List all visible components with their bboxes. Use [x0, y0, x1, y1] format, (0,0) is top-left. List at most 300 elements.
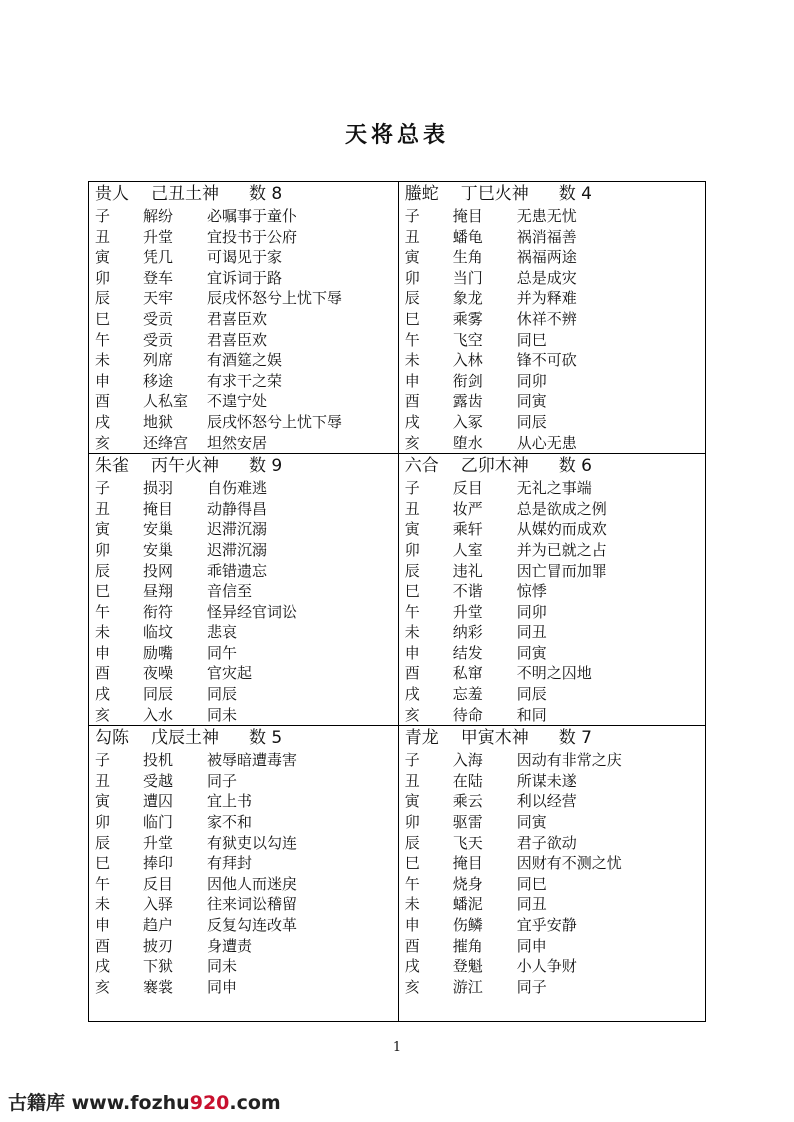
aspect: 飞空 [452, 330, 483, 349]
aspect: 入驿 [143, 895, 174, 914]
aspect: 地狱 [143, 412, 174, 431]
meaning: 同丑 [516, 895, 547, 914]
aspect: 私窜 [452, 664, 483, 683]
meaning: 必嘱事于童仆 [207, 207, 298, 225]
deity-element: 戊辰土神 [151, 728, 219, 749]
aspect: 掩目 [452, 207, 483, 225]
meaning: 身遭责 [207, 936, 253, 955]
meaning: 有酒筵之娱 [207, 351, 283, 370]
section-header [405, 726, 705, 750]
meaning: 利以经营 [516, 792, 577, 811]
list-item [95, 540, 398, 561]
list-item [95, 561, 398, 582]
list-item [95, 288, 398, 309]
branch: 午 [95, 330, 111, 349]
aspect: 临坟 [143, 623, 174, 642]
list-item [95, 602, 398, 623]
branch: 寅 [95, 792, 111, 811]
list-item [405, 350, 705, 371]
aspect: 飞天 [452, 833, 483, 852]
meaning: 有狱吏以勾连 [207, 833, 298, 852]
branch: 丑 [404, 227, 420, 246]
aspect: 升堂 [143, 833, 174, 852]
meaning: 同辰 [516, 412, 547, 431]
meaning: 怪异经官词讼 [207, 602, 298, 621]
branch: 申 [404, 371, 420, 390]
list-item [405, 206, 705, 227]
branch: 卯 [404, 268, 420, 287]
list-item [95, 519, 398, 540]
list-item [405, 433, 705, 454]
meaning: 同寅 [516, 643, 547, 662]
list-item [95, 663, 398, 684]
list-item [405, 391, 705, 412]
aspect: 衔剑 [452, 371, 483, 390]
page-number: 1 [392, 1040, 402, 1055]
meaning: 并为释难 [516, 289, 577, 308]
aspect: 披刃 [143, 936, 174, 955]
branch: 辰 [95, 561, 111, 580]
deity-table [88, 181, 706, 1022]
deity-name: 勾陈 [95, 728, 129, 749]
list-item [95, 499, 398, 520]
branch: 卯 [404, 813, 420, 832]
aspect: 入冢 [452, 412, 483, 431]
branch: 卯 [95, 813, 111, 832]
aspect: 掩目 [452, 854, 483, 873]
aspect: 夜噪 [143, 664, 174, 683]
aspect: 驱雷 [452, 813, 483, 832]
list-item [405, 833, 705, 854]
branch: 巳 [95, 309, 111, 328]
aspect: 登魁 [452, 957, 483, 976]
aspect: 不谐 [452, 582, 483, 601]
aspect: 遭囚 [143, 792, 174, 811]
branch: 戌 [404, 412, 420, 431]
list-item [95, 936, 398, 957]
aspect: 褰裳 [143, 977, 174, 996]
list-item [95, 812, 398, 833]
meaning: 同子 [207, 771, 238, 790]
list-item [95, 874, 398, 895]
aspect: 蟠泥 [452, 895, 483, 914]
deity-element: 甲寅木神 [460, 728, 529, 749]
meaning: 有拜封 [207, 854, 253, 873]
aspect: 人私室 [143, 392, 189, 411]
list-item [95, 350, 398, 371]
list-item [405, 936, 705, 957]
aspect: 反目 [143, 874, 174, 893]
meaning: 惊悸 [516, 582, 547, 601]
meaning: 同寅 [516, 392, 547, 411]
aspect: 乘云 [452, 792, 483, 811]
list-item [95, 247, 398, 268]
branch: 亥 [95, 433, 111, 452]
meaning: 同辰 [516, 685, 547, 704]
list-item [405, 499, 705, 520]
list-item [405, 412, 705, 433]
list-item [95, 309, 398, 330]
aspect: 伤鳞 [452, 916, 483, 934]
branch: 亥 [404, 705, 420, 724]
deity-name: 螣蛇 [404, 184, 439, 204]
branch: 寅 [95, 248, 111, 267]
branch: 巳 [404, 854, 420, 873]
list-item [95, 915, 398, 936]
section-header [405, 454, 705, 478]
deity-number: 数 9 [249, 456, 283, 477]
branch: 戌 [404, 685, 420, 704]
aspect: 临门 [143, 813, 174, 832]
aspect: 妆严 [452, 499, 483, 518]
branch: 戌 [95, 412, 111, 431]
meaning: 并为已就之占 [516, 540, 607, 559]
list-item [405, 227, 705, 248]
branch: 子 [95, 479, 111, 498]
list-item [405, 268, 705, 289]
meaning: 音信至 [207, 582, 253, 601]
deity-name: 朱雀 [95, 456, 129, 477]
meaning: 同卯 [516, 371, 547, 390]
list-item [95, 206, 398, 227]
deity-element: 己丑土神 [151, 184, 219, 204]
aspect: 同辰 [143, 685, 174, 704]
list-item [95, 705, 398, 726]
meaning: 辰戌怀怒兮上忧下辱 [207, 412, 343, 431]
branch: 酉 [404, 664, 420, 683]
branch: 申 [95, 643, 111, 662]
list-item [405, 581, 705, 602]
meaning: 迟滞沉溺 [207, 520, 268, 539]
branch: 辰 [95, 833, 111, 852]
meaning: 同辰 [207, 685, 238, 704]
meaning: 迟滞沉溺 [207, 540, 268, 559]
deity-number: 数 6 [558, 456, 593, 477]
aspect: 入海 [452, 751, 483, 770]
branch: 申 [95, 371, 111, 390]
aspect: 安巢 [143, 520, 174, 539]
list-item [405, 684, 705, 705]
deity-element: 乙卯木神 [460, 456, 529, 477]
list-item [405, 602, 705, 623]
list-item [405, 540, 705, 561]
branch: 亥 [95, 705, 111, 724]
section-1 [398, 182, 705, 454]
aspect: 还绛宫 [143, 433, 189, 452]
branch: 酉 [95, 392, 111, 411]
list-item [405, 977, 705, 998]
meaning: 因他人而迷戾 [207, 874, 298, 893]
list-item [95, 833, 398, 854]
meaning: 反复勾连改革 [207, 916, 298, 934]
aspect: 受越 [143, 771, 174, 790]
list-item [405, 309, 705, 330]
meaning: 小人争财 [516, 957, 577, 976]
meaning: 同子 [516, 977, 547, 996]
watermark-prefix: 古籍库 www.fozhu [8, 1092, 190, 1114]
branch: 未 [404, 895, 420, 914]
meaning: 同午 [207, 643, 238, 662]
meaning: 总是欲成之例 [516, 499, 607, 518]
page-title: 天将总表 [344, 122, 449, 148]
list-item [95, 956, 398, 977]
branch: 子 [404, 207, 420, 225]
branch: 子 [95, 207, 111, 225]
list-item [405, 791, 705, 812]
branch: 未 [95, 895, 111, 914]
list-item [405, 915, 705, 936]
branch: 丑 [95, 771, 111, 790]
meaning: 悲哀 [207, 623, 238, 642]
meaning: 祸消福善 [516, 227, 577, 246]
branch: 亥 [95, 977, 111, 996]
watermark-number: 920 [189, 1092, 230, 1114]
aspect: 象龙 [452, 289, 483, 308]
meaning: 宜投书于公府 [207, 227, 298, 246]
branch: 辰 [95, 289, 111, 308]
section-header [95, 182, 398, 206]
branch: 午 [404, 874, 420, 893]
aspect: 励嘴 [143, 643, 174, 662]
list-item [405, 622, 705, 643]
meaning: 所谋未遂 [516, 771, 577, 790]
aspect: 露齿 [452, 392, 483, 411]
meaning: 总是成灾 [516, 268, 577, 287]
list-item [95, 391, 398, 412]
list-item [405, 705, 705, 726]
section-2 [89, 454, 399, 726]
branch: 寅 [404, 248, 420, 267]
meaning: 被辱暗遭毒害 [207, 751, 298, 770]
aspect: 衔符 [143, 602, 174, 621]
list-item [405, 288, 705, 309]
aspect: 投机 [143, 751, 174, 770]
aspect: 纳彩 [452, 623, 483, 642]
meaning: 不遑宁处 [207, 392, 268, 411]
deity-name: 六合 [404, 456, 439, 477]
meaning: 君喜臣欢 [207, 330, 268, 349]
deity-number: 数 4 [558, 184, 593, 204]
aspect: 捧印 [143, 854, 174, 873]
branch: 午 [95, 602, 111, 621]
list-item [95, 478, 398, 499]
branch: 子 [404, 751, 420, 770]
meaning: 同未 [207, 705, 238, 724]
meaning: 同寅 [516, 813, 547, 832]
list-item [405, 371, 705, 392]
branch: 辰 [404, 833, 420, 852]
list-item [95, 750, 398, 771]
meaning: 不明之囚地 [516, 664, 592, 683]
meaning: 君喜臣欢 [207, 309, 268, 328]
list-item [95, 371, 398, 392]
meaning: 往来词讼稽留 [207, 895, 298, 914]
aspect: 乘雾 [452, 309, 483, 328]
deity-number: 数 5 [249, 728, 283, 749]
meaning: 因动有非常之庆 [516, 751, 622, 770]
section-3 [398, 454, 705, 726]
meaning: 乖错遗忘 [207, 561, 268, 580]
list-item [405, 853, 705, 874]
list-item [95, 853, 398, 874]
aspect: 安巢 [143, 540, 174, 559]
aspect: 乘轩 [452, 520, 483, 539]
branch: 未 [404, 351, 420, 370]
meaning: 同申 [516, 936, 547, 955]
branch: 未 [404, 623, 420, 642]
section-header [405, 182, 705, 206]
branch: 巳 [95, 854, 111, 873]
list-item [95, 581, 398, 602]
branch: 午 [404, 330, 420, 349]
meaning: 宜乎安静 [516, 916, 577, 934]
aspect: 摧角 [452, 936, 483, 955]
aspect: 解纷 [143, 207, 174, 225]
aspect: 受贡 [143, 309, 174, 328]
list-item [405, 519, 705, 540]
list-item [405, 247, 705, 268]
aspect: 违礼 [452, 561, 483, 580]
aspect: 掩目 [143, 499, 174, 518]
list-item [405, 956, 705, 977]
aspect: 登车 [143, 268, 174, 287]
aspect: 游江 [452, 977, 483, 996]
meaning: 无礼之事端 [516, 479, 592, 498]
meaning: 休祥不辨 [516, 309, 577, 328]
aspect: 受贡 [143, 330, 174, 349]
meaning: 动静得昌 [207, 499, 268, 518]
meaning: 坦然安居 [207, 433, 268, 452]
list-item [405, 330, 705, 351]
branch: 丑 [95, 227, 111, 246]
meaning: 同丑 [516, 623, 547, 642]
branch: 申 [404, 643, 420, 662]
deity-element: 丁巳火神 [460, 184, 529, 204]
deity-number: 数 7 [558, 728, 593, 749]
branch: 戌 [95, 685, 111, 704]
list-item [405, 478, 705, 499]
meaning: 祸福两途 [516, 248, 577, 267]
aspect: 移途 [143, 371, 174, 390]
meaning: 同巳 [516, 330, 547, 349]
aspect: 天牢 [143, 289, 174, 308]
aspect: 生角 [452, 248, 483, 267]
aspect: 当门 [452, 268, 483, 287]
aspect: 列席 [143, 351, 174, 370]
list-item [95, 643, 398, 664]
list-item [405, 874, 705, 895]
aspect: 入林 [452, 351, 483, 370]
aspect: 忘羞 [452, 685, 483, 704]
meaning: 同卯 [516, 602, 547, 621]
watermark [8, 1088, 281, 1115]
list-item [405, 771, 705, 792]
branch: 丑 [95, 499, 111, 518]
branch: 午 [404, 602, 420, 621]
aspect: 反目 [452, 479, 483, 498]
aspect: 入水 [143, 705, 174, 724]
aspect: 待命 [452, 705, 483, 724]
list-item [95, 227, 398, 248]
aspect: 升堂 [452, 602, 483, 621]
list-item [95, 330, 398, 351]
meaning: 无患无忧 [516, 207, 577, 225]
deity-name: 贵人 [95, 184, 129, 204]
branch: 寅 [404, 792, 420, 811]
branch: 亥 [404, 977, 420, 996]
section-0 [89, 182, 399, 454]
section-5 [398, 726, 705, 1022]
list-item [95, 771, 398, 792]
list-item [405, 812, 705, 833]
aspect: 损羽 [143, 479, 174, 498]
meaning: 和同 [516, 705, 547, 724]
deity-element: 丙午火神 [151, 456, 219, 477]
list-item [95, 894, 398, 915]
meaning: 同未 [207, 957, 238, 976]
branch: 戌 [404, 957, 420, 976]
meaning: 同巳 [516, 874, 547, 893]
list-item [405, 643, 705, 664]
branch: 戌 [95, 957, 111, 976]
aspect: 堕水 [452, 433, 483, 452]
branch: 辰 [404, 289, 420, 308]
aspect: 蟠龟 [452, 227, 483, 246]
aspect: 凭几 [143, 248, 174, 267]
list-item [95, 412, 398, 433]
branch: 卯 [95, 540, 111, 559]
list-item [405, 561, 705, 582]
branch: 子 [95, 751, 111, 770]
meaning: 同申 [207, 977, 238, 996]
meaning: 辰戌怀怒兮上忧下辱 [207, 289, 343, 308]
meaning: 可谒见于家 [207, 248, 283, 267]
aspect: 在陆 [452, 771, 483, 790]
branch: 丑 [404, 771, 420, 790]
list-item [95, 433, 398, 454]
meaning: 因亡冒而加罪 [516, 561, 607, 580]
branch: 酉 [95, 664, 111, 683]
meaning: 锋不可砍 [516, 351, 577, 370]
branch: 巳 [404, 582, 420, 601]
meaning: 有求干之荣 [207, 371, 283, 390]
branch: 未 [95, 623, 111, 642]
branch: 寅 [95, 520, 111, 539]
branch: 巳 [95, 582, 111, 601]
branch: 寅 [404, 520, 420, 539]
list-item [405, 894, 705, 915]
meaning: 官灾起 [207, 664, 253, 683]
branch: 申 [404, 916, 420, 934]
meaning: 宜诉词于路 [207, 268, 283, 287]
branch: 申 [95, 916, 111, 934]
aspect: 昼翔 [143, 582, 174, 601]
meaning: 家不和 [207, 813, 253, 832]
deity-number: 数 8 [249, 184, 283, 204]
deity-name: 青龙 [404, 728, 439, 749]
branch: 未 [95, 351, 111, 370]
aspect: 人室 [452, 540, 483, 559]
meaning: 君子欲动 [516, 833, 577, 852]
list-item [95, 268, 398, 289]
section-header [95, 454, 398, 478]
branch: 子 [404, 479, 420, 498]
section-header [95, 726, 398, 750]
branch: 卯 [95, 268, 111, 287]
branch: 巳 [404, 309, 420, 328]
meaning: 从心无患 [516, 433, 577, 452]
meaning: 从媒妁而成欢 [516, 520, 607, 539]
